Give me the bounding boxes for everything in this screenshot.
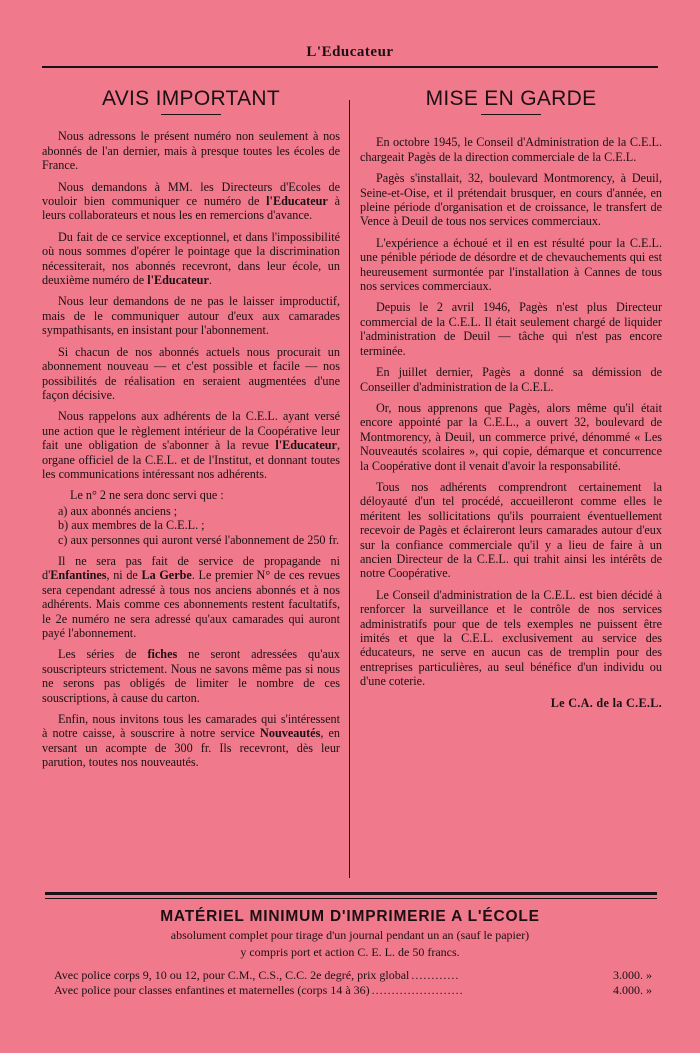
footer-subtitle-1: absolument complet pour tirage d'un journal pendant un an (sauf le papier)	[170, 928, 530, 942]
emphasis-text: l'Educateur	[147, 273, 209, 288]
left-paragraph: Nous demandons à MM. les Directeurs d'Ecoles de vouloir bien communiquer ce numéro de l'Educateur à leurs collaborateurs et nous les en remercions d'avance.	[42, 179, 340, 223]
subscription-list	[58, 504, 340, 547]
left-paragraph: Les séries de fiches ne seront adressées qu'aux souscripteurs strictement. Nous ne savons même pas si nous ne serons pas obligés de limiter le nombre de ces souscriptions, à cause du carton.	[42, 647, 340, 705]
right-paragraphs	[360, 135, 662, 688]
emphasis-text: La Gerbe	[141, 568, 192, 583]
header-rule	[42, 66, 658, 68]
emphasis-text: l'Educateur	[266, 194, 328, 209]
footer-rule-thin	[45, 898, 657, 899]
footer-title: MATÉRIEL MINIMUM D'IMPRIMERIE A L'ÉCOLE	[160, 908, 540, 925]
right-paragraph: Pagès s'installait, 32, boulevard Montmorency, à Deuil, Seine-et-Oise, et il prétendait brusquer, en cours d'année, en pleine période d'organisation et de croissance, le transfert de Vence à Deuil de tous nos services commerciaux.	[360, 171, 662, 229]
price-row	[54, 983, 652, 998]
footer-advert	[42, 908, 658, 998]
price-list	[42, 968, 658, 998]
left-paragraph: Nous leur demandons de ne pas le laisser improductif, mais de le communiquer autour d'eux aux camarades sympathisants, en insistant pour l'abonnement.	[42, 294, 340, 338]
mise-en-garde-title: MISE EN GARDE	[425, 87, 597, 110]
signature: Le C.A. de la C.E.L.	[550, 695, 662, 710]
avis-important-title: AVIS IMPORTANT	[101, 87, 281, 110]
emphasis-text: Nouveautés	[260, 726, 321, 741]
right-paragraph: Or, nous apprenons que Pagès, alors même qu'il était encore appointé par la C.E.L., a ouvert 32, boulevard de Montmorency, à Deuil, un commerce privé, dénommé « Les Nouveautés scolaires », qui copie, démarque et concurrence la Coopérative dont il venait d'avoir la responsabilité.	[360, 400, 662, 473]
left-paragraphs	[42, 129, 340, 481]
footer-rule	[45, 892, 657, 895]
list-intro: Le n° 2 ne sera donc servi que :	[70, 488, 224, 503]
list-item: c) aux personnes qui auront versé l'abonnement de 250 fr.	[58, 532, 340, 547]
title-underline	[481, 114, 541, 115]
title-underline	[161, 114, 221, 115]
left-column	[42, 88, 340, 777]
right-paragraph: Depuis le 2 avril 1946, Pagès n'est plus Directeur commercial de la C.E.L. Il était seulement chargé de liquider l'administration de Deuil — tâche qui n'est pas encore terminée.	[360, 300, 662, 358]
right-paragraph: L'expérience a échoué et il en est résulté pour la C.E.L. une pénible période de désordre et de chevauchements qui est heureusement surmontée par l'installation à Cannes de tous nos services commerciaux.	[360, 235, 662, 294]
list-item: a) aux abonnés anciens ;	[58, 503, 178, 518]
leader-dots: ............	[411, 968, 460, 982]
price-value: 4.000. »	[613, 983, 652, 997]
leader-dots: .......................	[371, 983, 464, 997]
right-paragraph: En juillet dernier, Pagès a donné sa démission de Conseiller d'administration de la C.E.L.	[360, 365, 662, 394]
right-paragraph: Tous nos adhérents comprendront certainement la déloyauté d'un tel procédé, accueilleront comme elles le méritent les sollicitations qu'ils pourraient éventuellement recevoir de Pagès et éclaireront leurs camarades autour d'eux sur la confiance commerciale qu'il y a lieu de faire à un ancien Directeur de la C.E.L. qui trahit ainsi les intérêts de notre Coopérative.	[360, 479, 662, 581]
left-paragraph: Enfin, nous invitons tous les camarades qui s'intéressent à notre caisse, à souscrire à notre service Nouveautés, en versant un acompte de 300 fr. Ils recevront, dès leur parution, toutes nos nouveautés.	[42, 712, 340, 770]
price-value: 3.000. »	[613, 968, 652, 982]
price-row	[54, 968, 652, 983]
footer-subtitle-2: y compris port et action C. E. L. de 50 francs.	[240, 945, 460, 959]
left-paragraph: Si chacun de nos abonnés actuels nous procurait un abonnement nouveau — et c'est possible et facile — nos possibilités de réalisation en seraient augmentées d'une façon décisive.	[42, 344, 340, 402]
price-label: Avec police corps 9, 10 ou 12, pour C.M., C.S., C.C. 2e degré, prix global	[54, 968, 410, 982]
emphasis-text: fiches	[147, 647, 178, 662]
column-divider	[349, 100, 350, 878]
page-header: L'Educateur	[306, 44, 394, 60]
left-paragraph: Du fait de ce service exceptionnel, et dans l'impossibilité où nous sommes d'opérer le pointage que la discrimination nécessiterait, nos abonnés recevront, dans leur école, un deuxième numéro de l'Educateur.	[42, 229, 340, 288]
left-paragraph: Il ne sera pas fait de service de propagande ni d'Enfantines, ni de La Gerbe. Le premier N° de ces revues sera cependant adressé à tous nos anciens abonnés et à nos adhérents. Mais comme ces abonnements restent facultatifs, le 2e numéro ne sera adressé qu'aux camarades qui auront payé l'abonnement.	[42, 553, 340, 640]
right-column	[360, 88, 662, 710]
left-paragraph: Nous adressons le présent numéro non seulement à nos abonnés de l'an dernier, mais à presque toutes les écoles de France.	[42, 129, 340, 173]
list-item: b) aux membres de la C.E.L. ;	[58, 518, 205, 533]
emphasis-text: Enfantines	[50, 568, 107, 583]
left-paragraph: Nous rappelons aux adhérents de la C.E.L. ayant versé une action que le règlement intérieur de la Coopérative leur fait une obligation de s'abonner à la revue l'Educateur, organe officiel de la C.E.L. et de l'Institut, et donnant toutes les communications intéressant nos adhérents.	[42, 409, 340, 481]
right-paragraph: Le Conseil d'administration de la C.E.L. est bien décidé à renforcer la surveillance et le contrôle de nos services administratifs pour que de tels exemples ne puissent être imités et que la C.E.L. exclusivement au service des éducateurs, ne serve en aucun cas de tremplin pour des entreprises particulières, au seul bénéfice d'un individu ou d'une coterie.	[360, 587, 662, 689]
right-paragraph: En octobre 1945, le Conseil d'Administration de la C.E.L. chargeait Pagès de la direction commerciale de la C.E.L.	[360, 135, 662, 164]
emphasis-text: l'Educateur	[275, 438, 337, 453]
left-paragraphs-continued	[42, 554, 340, 770]
price-label: Avec police pour classes enfantines et maternelles (corps 14 à 36)	[54, 983, 370, 997]
